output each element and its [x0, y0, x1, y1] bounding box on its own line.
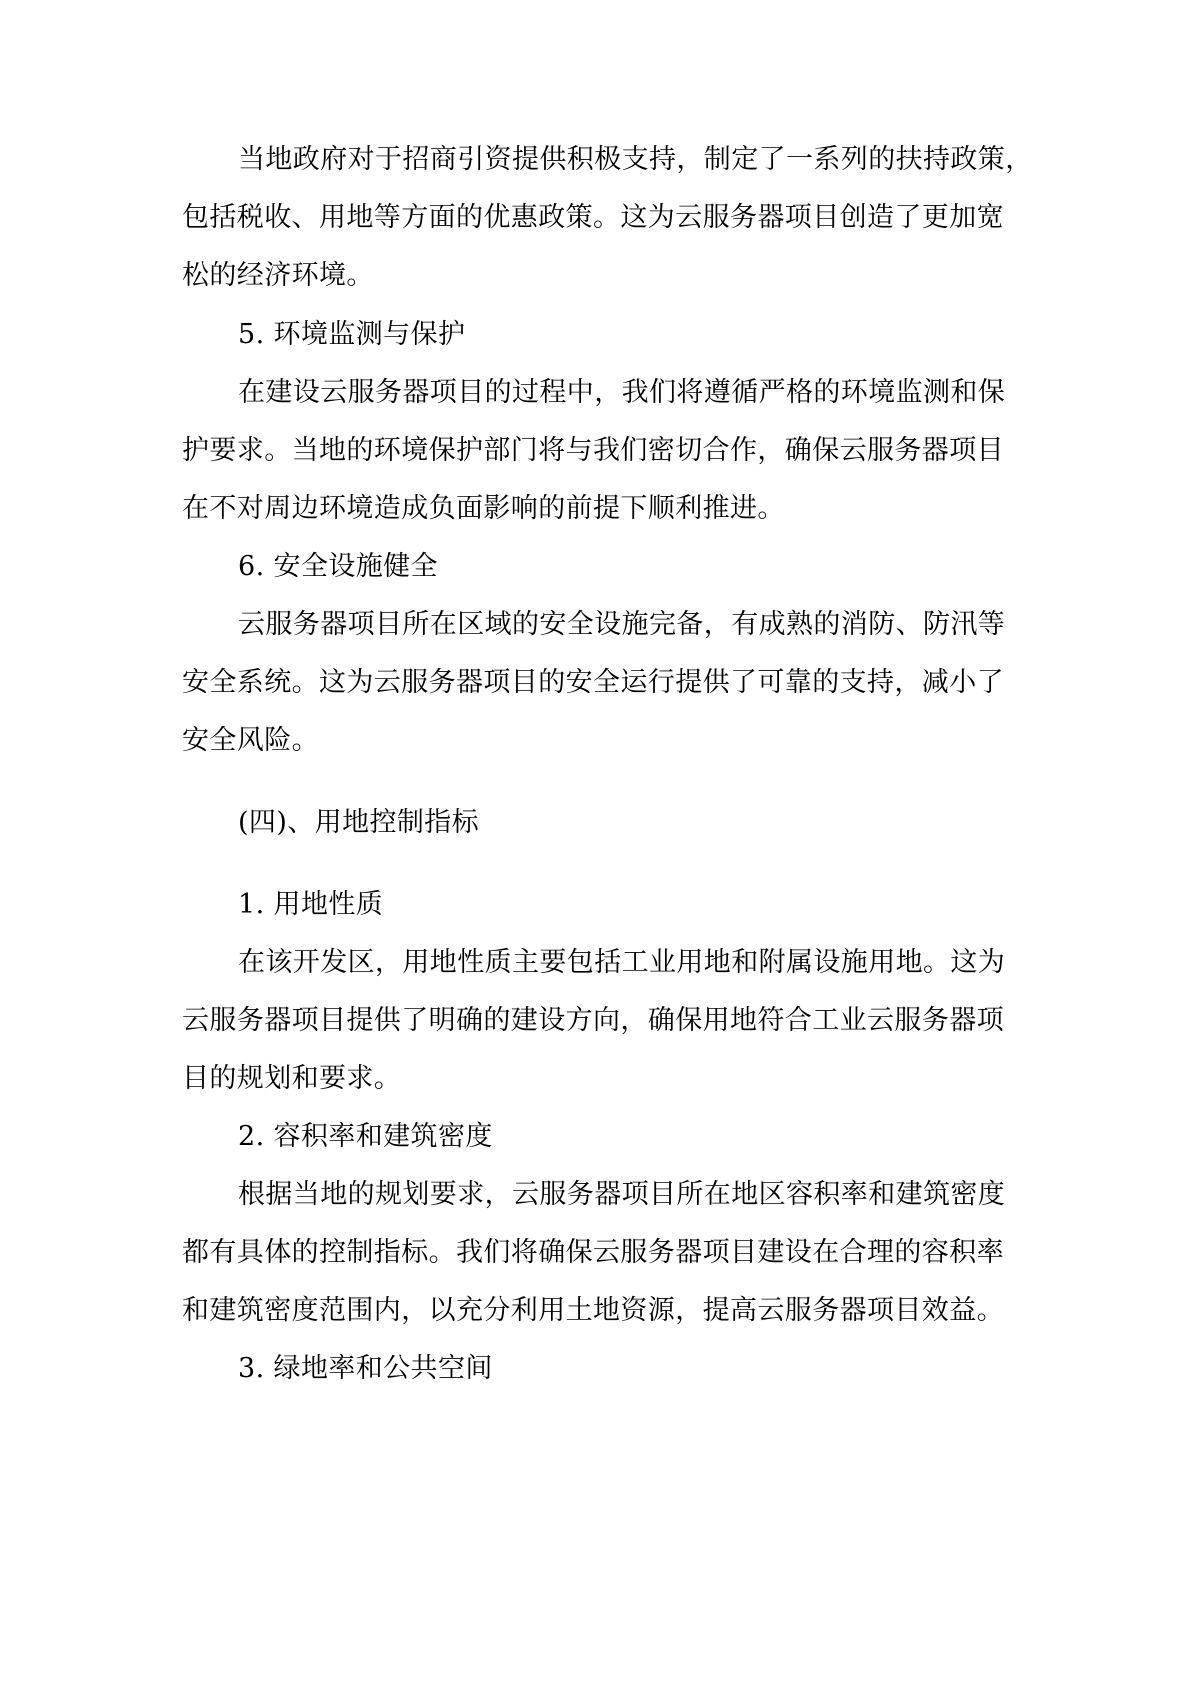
section-heading: 6. 安全设施健全 [238, 551, 438, 582]
paragraph-line: 在该开发区，用地性质主要包括工业用地和附属设施用地。这为 [238, 947, 1006, 978]
paragraph-line: 安全风险。 [182, 725, 319, 756]
paragraph-line: 在不对周边环境造成负面影响的前提下顺利推进。 [182, 493, 785, 524]
paragraph-line: 松的经济环境。 [182, 260, 374, 291]
paragraph-line: 和建筑密度范围内，以充分利用土地资源，提高云服务器项目效益。 [182, 1295, 1004, 1326]
paragraph-line: 云服务器项目提供了明确的建设方向，确保用地符合工业云服务器项 [182, 1005, 1004, 1036]
paragraph-line: 目的规划和要求。 [182, 1063, 402, 1094]
section-heading: 5. 环境监测与保护 [238, 319, 466, 350]
chapter-heading: (四)、用地控制指标 [238, 807, 480, 838]
section-heading: 3. 绿地率和公共空间 [238, 1353, 493, 1384]
paragraph-line: 在建设云服务器项目的过程中，我们将遵循严格的环境监测和保 [238, 377, 1006, 408]
section-heading: 1. 用地性质 [238, 889, 384, 920]
paragraph-line: 包括税收、用地等方面的优惠政策。这为云服务器项目创造了更加宽 [182, 202, 1004, 233]
paragraph-line: 云服务器项目所在区域的安全设施完备，有成熟的消防、防汛等 [238, 609, 1006, 640]
section-heading: 2. 容积率和建筑密度 [238, 1121, 493, 1152]
paragraph-line: 护要求。当地的环境保护部门将与我们密切合作，确保云服务器项目 [182, 435, 1004, 466]
paragraph-line: 根据当地的规划要求，云服务器项目所在地区容积率和建筑密度 [238, 1179, 1006, 1210]
paragraph-line: 当地政府对于招商引资提供积极支持，制定了一系列的扶持政策， [238, 144, 1033, 175]
paragraph-line: 都有具体的控制指标。我们将确保云服务器项目建设在合理的容积率 [182, 1237, 1004, 1268]
paragraph-line: 安全系统。这为云服务器项目的安全运行提供了可靠的支持，减小了 [182, 667, 1004, 698]
